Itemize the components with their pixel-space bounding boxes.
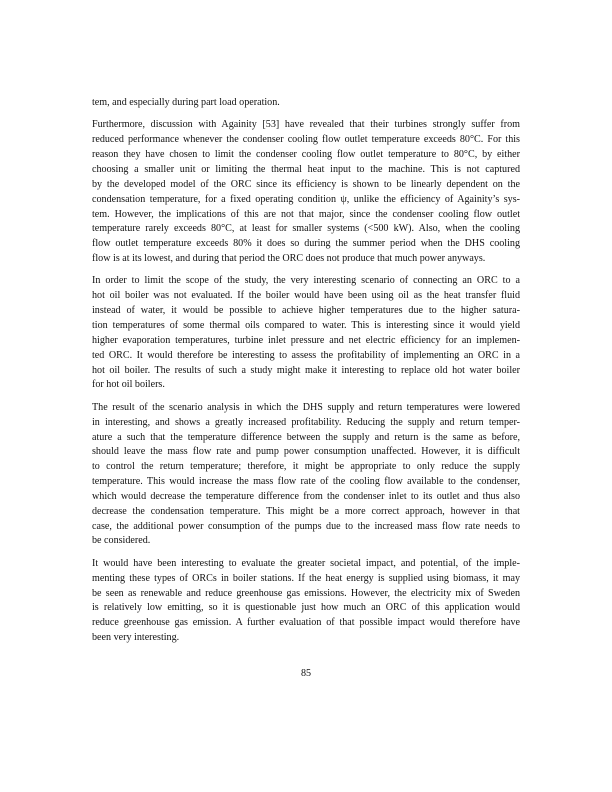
text-line: tem, and especially during part load operation. <box>92 97 280 108</box>
text-line: for hot oil boilers. <box>92 379 165 391</box>
text-line: decrease the condensation temperature. This might be a more correct approach, however in that <box>92 505 520 517</box>
text-line: case, the additional power consumption of the pumps due to the increased mass flow rate needs to <box>92 520 520 532</box>
text-line: to control the return temperature; therefore, it might be appropriate to only reduce the supply <box>92 461 520 473</box>
text-line: been very interesting. <box>92 632 180 644</box>
text-line: which would decrease the temperature difference from the condenser inlet to its outlet and thus also <box>92 490 520 502</box>
text-line: flow outlet temperature exceeds 80% it does so during the summer period when the DHS cooling <box>92 238 520 250</box>
text-line: in interesting, and shows a greatly increased profitability. Reducing the supply and return temper- <box>92 416 520 428</box>
text-line: ature a such that the temperature difference between the supply and return is the same as before, <box>92 431 520 443</box>
text-line: Furthermore, discussion with Againity [53] have revealed that their turbines strongly suffer from <box>92 119 520 131</box>
text-line: hot oil boiler. The results of such a study might make it interesting to replace old hot water boiler <box>92 364 520 376</box>
text-line: The result of the scenario analysis in which the DHS supply and return temperatures were lowered <box>92 401 520 413</box>
text-line: tion temperatures of some thermal oils compared to water. This is interesting since it would yield <box>92 320 520 331</box>
page-number: 85 <box>300 668 312 679</box>
text-line: is relatively low emitting, so it is questionable just how much an ORC of this application would <box>92 602 520 614</box>
paragraph <box>92 401 520 549</box>
text-line: higher evaporation temperatures, turbine inlet pressure and net electric efficiency for an implemen- <box>92 334 520 346</box>
text-line: tem. However, the implications of this are not that major, since the condenser cooling flow outlet <box>92 208 520 220</box>
text-line: be seen as renewable and reduce greenhouse gas emissions. However, the electricity mix of Sweden <box>92 587 520 599</box>
text-line: hot oil boiler was not evaluated. If the boiler would have been using oil as the heat transfer fluid <box>92 290 520 302</box>
text-line: flow is at its lowest, and during that period the ORC does not produce that much power anyways. <box>92 253 486 265</box>
text-line: It would have been interesting to evaluate the greater societal impact, and potential, of the imple- <box>92 557 520 569</box>
text-line: menting these types of ORCs in boiler stations. If the heat energy is supplied using biomass, it may <box>92 572 520 584</box>
paragraph <box>92 96 520 111</box>
text-line: temperature rarely exceeds 80°C, at least for smaller systems (<500 kW). Also, when the cooling <box>92 223 520 235</box>
text-line: ted ORC. It would therefore be interesting to assess the profitability of implementing an ORC in a <box>92 349 520 361</box>
text-line: reduced performance whenever the condenser cooling flow outlet temperature exceeds 80°C. For this <box>92 134 520 146</box>
text-line: In order to limit the scope of the study, the very interesting scenario of connecting an ORC to a <box>92 275 520 287</box>
text-line: condensation temperature, for a fixed operating condition ψ, unlike the efficiency of Againity’s sys- <box>92 193 520 205</box>
text-line: by the developed model of the ORC since its efficiency is shown to be linearly dependent on the <box>92 178 520 190</box>
text-line: be considered. <box>92 535 151 547</box>
text-line: temperature. This would increase the mass flow rate of the cooling flow available to the condenser, <box>92 476 520 488</box>
text-line: reduce greenhouse gas emission. A further evaluation of that possible impact would therefore have <box>92 617 520 629</box>
text-line: instead of water, it would be possible to achieve higher temperatures due to the higher satura- <box>92 305 520 317</box>
paragraph <box>92 557 520 646</box>
paragraph <box>92 274 520 393</box>
text-line: choosing a smaller unit or limiting the thermal heat input to the machine. This is not captured <box>92 163 520 175</box>
text-line: reason they have chosen to limit the condenser cooling flow outlet temperature to 80°C, by either <box>92 149 520 161</box>
text-line: should leave the mass flow rate and pump power consumption unaffected. However, it is difficult <box>92 446 520 458</box>
body-text <box>92 96 520 654</box>
paragraph <box>92 118 520 266</box>
